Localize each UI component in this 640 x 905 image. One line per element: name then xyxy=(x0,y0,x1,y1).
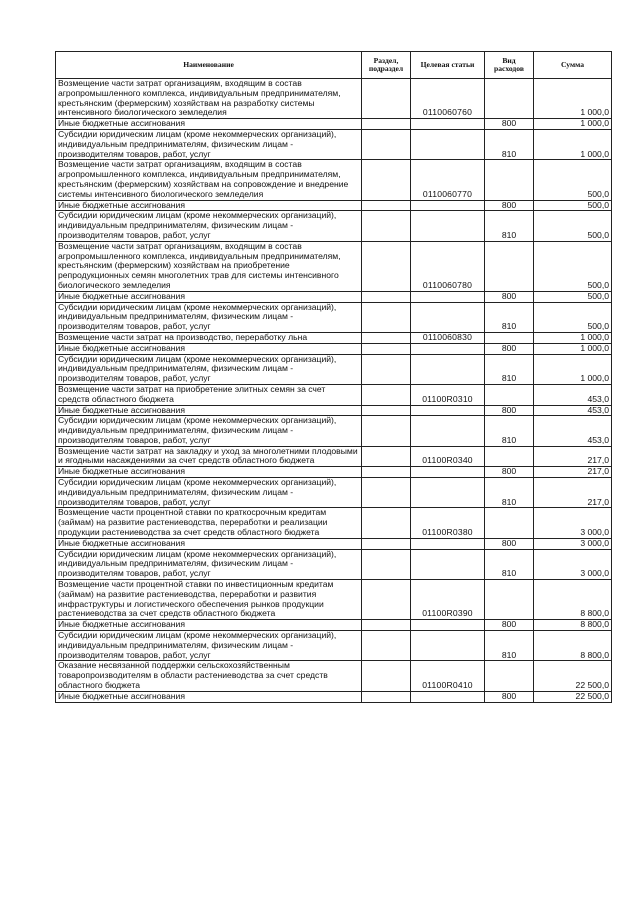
cell-section xyxy=(362,467,411,478)
cell-amount: 8 800,0 xyxy=(534,620,612,631)
cell-target-code xyxy=(411,129,485,159)
cell-section xyxy=(362,631,411,661)
cell-amount: 1 000,0 xyxy=(534,129,612,159)
table-row xyxy=(56,291,612,302)
cell-name: Возмещение части затрат организациям, входящим в состав агропромышленного комплекса, индивидуальным предпринимателям, крестьянским (фермерским) хозяйствам на приобретение репродукционных семян многолетних трав для системы интенсивного биологического земледелия xyxy=(56,241,362,291)
cell-target-code xyxy=(411,549,485,579)
cell-target-code xyxy=(411,691,485,702)
cell-expense-type: 800 xyxy=(485,291,534,302)
cell-expense-type xyxy=(485,446,534,467)
cell-section xyxy=(362,332,411,343)
cell-section xyxy=(362,446,411,467)
cell-section xyxy=(362,620,411,631)
table-row xyxy=(56,160,612,200)
cell-section xyxy=(362,508,411,538)
cell-target-code: 0110060770 xyxy=(411,160,485,200)
table-row xyxy=(56,241,612,291)
cell-section xyxy=(362,538,411,549)
cell-target-code: 01100R0340 xyxy=(411,446,485,467)
cell-section xyxy=(362,119,411,130)
cell-section xyxy=(362,200,411,211)
cell-name: Возмещение части затрат на производство, переработку льна xyxy=(56,332,362,343)
cell-target-code xyxy=(411,302,485,332)
cell-target-code xyxy=(411,416,485,446)
cell-target-code xyxy=(411,467,485,478)
cell-expense-type: 800 xyxy=(485,538,534,549)
cell-amount: 500,0 xyxy=(534,302,612,332)
cell-amount: 8 800,0 xyxy=(534,580,612,620)
cell-target-code xyxy=(411,538,485,549)
table-row xyxy=(56,79,612,119)
cell-name: Возмещение части процентной ставки по инвестиционным кредитам (займам) на развитие растениеводства, переработки и развития инфраструктуры и логистического обеспечения рынков продукции растениеводства за счет средств областного бюджета xyxy=(56,580,362,620)
cell-section xyxy=(362,549,411,579)
cell-name: Иные бюджетные ассигнования xyxy=(56,405,362,416)
table-row xyxy=(56,620,612,631)
cell-amount: 500,0 xyxy=(534,160,612,200)
cell-name: Иные бюджетные ассигнования xyxy=(56,538,362,549)
table-row xyxy=(56,508,612,538)
cell-amount: 500,0 xyxy=(534,200,612,211)
cell-expense-type xyxy=(485,661,534,691)
column-header-target: Целевая статьи xyxy=(411,52,485,79)
cell-expense-type: 800 xyxy=(485,200,534,211)
cell-section xyxy=(362,691,411,702)
cell-name: Иные бюджетные ассигнования xyxy=(56,200,362,211)
table-row xyxy=(56,691,612,702)
table-row xyxy=(56,405,612,416)
cell-name: Возмещение части затрат организациям, входящим в состав агропромышленного комплекса, индивидуальным предпринимателям, крестьянским (фермерским) хозяйствам на разработку системы интенсивного биологического земледелия xyxy=(56,79,362,119)
cell-target-code: 01100R0380 xyxy=(411,508,485,538)
cell-expense-type xyxy=(485,79,534,119)
cell-expense-type: 800 xyxy=(485,691,534,702)
cell-section xyxy=(362,478,411,508)
cell-expense-type xyxy=(485,332,534,343)
cell-target-code xyxy=(411,291,485,302)
table-row xyxy=(56,211,612,241)
cell-amount: 22 500,0 xyxy=(534,691,612,702)
table-row xyxy=(56,478,612,508)
cell-amount: 453,0 xyxy=(534,384,612,405)
cell-expense-type xyxy=(485,241,534,291)
cell-name: Субсидии юридическим лицам (кроме некоммерческих организаций), индивидуальным предпринимателям, физическим лицам - производителям товаров, работ, услуг xyxy=(56,631,362,661)
cell-section xyxy=(362,354,411,384)
cell-section xyxy=(362,343,411,354)
cell-section xyxy=(362,241,411,291)
cell-expense-type: 800 xyxy=(485,119,534,130)
cell-section xyxy=(362,160,411,200)
cell-name: Субсидии юридическим лицам (кроме некоммерческих организаций), индивидуальным предпринимателям, физическим лицам - производителям товаров, работ, услуг xyxy=(56,302,362,332)
column-header-section: Раздел, подраздел xyxy=(362,52,411,79)
cell-target-code xyxy=(411,211,485,241)
budget-table xyxy=(55,51,612,703)
cell-name: Субсидии юридическим лицам (кроме некоммерческих организаций), индивидуальным предпринимателям, физическим лицам - производителям товаров, работ, услуг xyxy=(56,478,362,508)
cell-expense-type xyxy=(485,508,534,538)
cell-target-code: 01100R0410 xyxy=(411,661,485,691)
cell-target-code: 0110060760 xyxy=(411,79,485,119)
cell-amount: 217,0 xyxy=(534,446,612,467)
cell-expense-type xyxy=(485,580,534,620)
cell-amount: 217,0 xyxy=(534,467,612,478)
cell-amount: 3 000,0 xyxy=(534,508,612,538)
cell-target-code xyxy=(411,620,485,631)
cell-section xyxy=(362,384,411,405)
cell-expense-type: 800 xyxy=(485,343,534,354)
cell-amount: 453,0 xyxy=(534,405,612,416)
cell-section xyxy=(362,580,411,620)
cell-target-code xyxy=(411,354,485,384)
cell-target-code xyxy=(411,200,485,211)
cell-target-code xyxy=(411,631,485,661)
cell-name: Иные бюджетные ассигнования xyxy=(56,620,362,631)
cell-target-code: 01100R0310 xyxy=(411,384,485,405)
cell-amount: 8 800,0 xyxy=(534,631,612,661)
cell-name: Субсидии юридическим лицам (кроме некоммерческих организаций), индивидуальным предпринимателям, физическим лицам - производителям товаров, работ, услуг xyxy=(56,354,362,384)
cell-target-code xyxy=(411,343,485,354)
cell-target-code: 0110060830 xyxy=(411,332,485,343)
cell-expense-type: 810 xyxy=(485,302,534,332)
cell-expense-type: 800 xyxy=(485,467,534,478)
cell-section xyxy=(362,405,411,416)
cell-amount: 22 500,0 xyxy=(534,661,612,691)
cell-expense-type: 810 xyxy=(485,631,534,661)
cell-name: Субсидии юридическим лицам (кроме некоммерческих организаций), индивидуальным предпринимателям, физическим лицам - производителям товаров, работ, услуг xyxy=(56,129,362,159)
cell-amount: 453,0 xyxy=(534,416,612,446)
cell-target-code xyxy=(411,478,485,508)
cell-target-code xyxy=(411,119,485,130)
cell-expense-type: 810 xyxy=(485,354,534,384)
cell-amount: 1 000,0 xyxy=(534,354,612,384)
cell-expense-type: 810 xyxy=(485,416,534,446)
table-row xyxy=(56,302,612,332)
cell-name: Иные бюджетные ассигнования xyxy=(56,119,362,130)
table-row xyxy=(56,129,612,159)
cell-name: Субсидии юридическим лицам (кроме некоммерческих организаций), индивидуальным предпринимателям, физическим лицам - производителям товаров, работ, услуг xyxy=(56,416,362,446)
table-row xyxy=(56,332,612,343)
cell-target-code xyxy=(411,405,485,416)
cell-section xyxy=(362,416,411,446)
cell-section xyxy=(362,661,411,691)
cell-name: Возмещение части процентной ставки по краткосрочным кредитам (займам) на развитие растениеводства, переработки и реализации продукции растениеводства за счет средств областного бюджета xyxy=(56,508,362,538)
table-row xyxy=(56,631,612,661)
cell-amount: 1 000,0 xyxy=(534,79,612,119)
table-row xyxy=(56,538,612,549)
table-row xyxy=(56,416,612,446)
cell-amount: 1 000,0 xyxy=(534,343,612,354)
cell-name: Иные бюджетные ассигнования xyxy=(56,467,362,478)
cell-amount: 500,0 xyxy=(534,211,612,241)
cell-amount: 3 000,0 xyxy=(534,538,612,549)
cell-name: Иные бюджетные ассигнования xyxy=(56,343,362,354)
cell-name: Возмещение части затрат на закладку и уход за многолетними плодовыми и ягодными насаждениями за счет средств областного бюджета xyxy=(56,446,362,467)
cell-expense-type: 810 xyxy=(485,211,534,241)
table-row xyxy=(56,384,612,405)
cell-expense-type: 810 xyxy=(485,549,534,579)
cell-name: Иные бюджетные ассигнования xyxy=(56,691,362,702)
cell-name: Возмещение части затрат на приобретение элитных семян за счет средств областного бюджета xyxy=(56,384,362,405)
table-row xyxy=(56,119,612,130)
table-body xyxy=(56,79,612,703)
column-header-expense-type: Вид расходов xyxy=(485,52,534,79)
cell-amount: 1 000,0 xyxy=(534,119,612,130)
cell-target-code: 01100R0390 xyxy=(411,580,485,620)
cell-name: Субсидии юридическим лицам (кроме некоммерческих организаций), индивидуальным предпринимателям, физическим лицам - производителям товаров, работ, услуг xyxy=(56,211,362,241)
table-row xyxy=(56,661,612,691)
cell-name: Субсидии юридическим лицам (кроме некоммерческих организаций), индивидуальным предпринимателям, физическим лицам - производителям товаров, работ, услуг xyxy=(56,549,362,579)
cell-section xyxy=(362,129,411,159)
cell-expense-type: 810 xyxy=(485,478,534,508)
cell-section xyxy=(362,79,411,119)
table-row xyxy=(56,200,612,211)
table-row xyxy=(56,467,612,478)
table-row xyxy=(56,354,612,384)
cell-section xyxy=(362,302,411,332)
cell-name: Иные бюджетные ассигнования xyxy=(56,291,362,302)
table-row xyxy=(56,343,612,354)
column-header-name: Наименование xyxy=(56,52,362,79)
cell-expense-type: 800 xyxy=(485,405,534,416)
table-row xyxy=(56,549,612,579)
column-header-amount: Сумма xyxy=(534,52,612,79)
table-row xyxy=(56,580,612,620)
cell-amount: 1 000,0 xyxy=(534,332,612,343)
cell-section xyxy=(362,291,411,302)
cell-amount: 500,0 xyxy=(534,291,612,302)
cell-expense-type xyxy=(485,160,534,200)
cell-expense-type: 810 xyxy=(485,129,534,159)
cell-name: Возмещение части затрат организациям, входящим в состав агропромышленного комплекса, индивидуальным предпринимателям, крестьянским (фермерским) хозяйствам на сопровождение и внедрение системы интенсивного биологического земледелия xyxy=(56,160,362,200)
cell-expense-type xyxy=(485,384,534,405)
cell-amount: 217,0 xyxy=(534,478,612,508)
cell-amount: 500,0 xyxy=(534,241,612,291)
cell-section xyxy=(362,211,411,241)
cell-amount: 3 000,0 xyxy=(534,549,612,579)
table-header-row xyxy=(56,52,612,79)
cell-expense-type: 800 xyxy=(485,620,534,631)
table-row xyxy=(56,446,612,467)
cell-target-code: 0110060780 xyxy=(411,241,485,291)
cell-name: Оказание несвязанной поддержки сельскохозяйственным товаропроизводителям в области растениеводства за счет средств областного бюджета xyxy=(56,661,362,691)
